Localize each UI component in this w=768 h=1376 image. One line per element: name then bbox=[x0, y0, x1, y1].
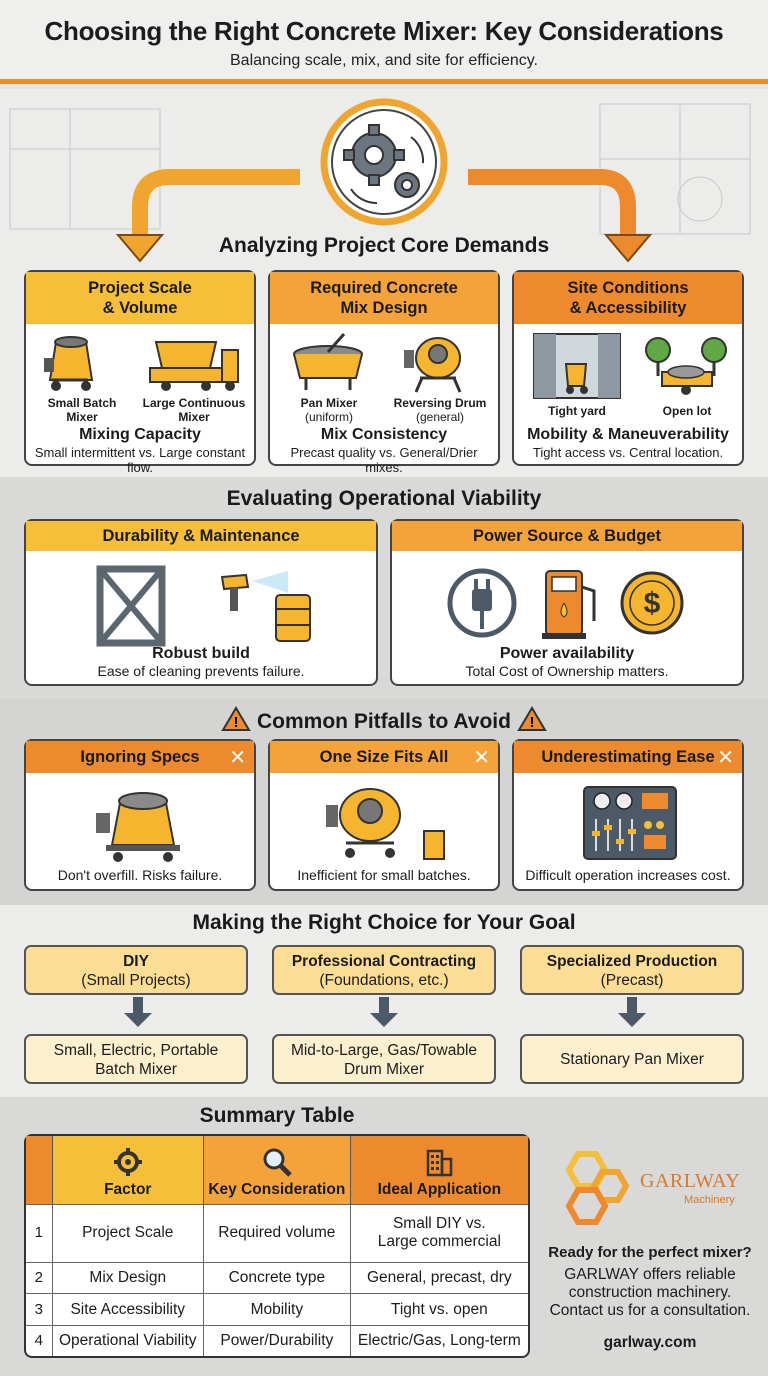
card-header bbox=[26, 272, 254, 324]
summary-table bbox=[24, 1134, 530, 1358]
card-detail: Total Cost of Ownership matters. bbox=[465, 663, 669, 679]
recommendation-line: Small, Electric, Portable bbox=[53, 1042, 219, 1059]
recommendation-specialized bbox=[520, 1034, 744, 1084]
card-header: Durability & Maintenance bbox=[26, 521, 376, 551]
cta-title: Ready for the perfect mixer? bbox=[548, 1244, 752, 1261]
card-title-line: Required Concrete bbox=[310, 279, 458, 297]
card-ignoring-specs bbox=[24, 739, 256, 891]
warning-icon bbox=[517, 706, 547, 732]
header-label: Ideal Application bbox=[377, 1180, 502, 1198]
close-x-icon: ✕ bbox=[717, 747, 734, 769]
open-lot-icon bbox=[646, 338, 726, 395]
card-title-line: Mix Design bbox=[340, 299, 428, 317]
card-caption: Robust build bbox=[152, 645, 250, 662]
card-detail: Inefficient for small batches. bbox=[297, 867, 471, 883]
card-caption: Mix Consistency bbox=[320, 426, 448, 443]
building-icon bbox=[424, 1147, 454, 1177]
goal-subtitle: (Small Projects) bbox=[81, 972, 191, 989]
cta-line: construction machinery. bbox=[568, 1284, 732, 1301]
row-key: Required volume bbox=[204, 1204, 351, 1262]
pan-mixer-label bbox=[284, 396, 374, 424]
goal-title: Specialized Production bbox=[546, 953, 718, 970]
card-underestimating-ease bbox=[512, 739, 744, 891]
card-title-line: & Accessibility bbox=[569, 299, 687, 317]
summary-title: Summary Table bbox=[199, 1104, 355, 1127]
large-mixer-icon bbox=[150, 342, 238, 391]
section-title-core-demands: Analyzing Project Core Demands bbox=[218, 234, 550, 257]
mixer-illustrations bbox=[26, 328, 258, 398]
fuel-pump-icon bbox=[542, 571, 594, 639]
reversing-drum-icon bbox=[404, 338, 460, 392]
overfilled-mixer-icon bbox=[26, 779, 258, 869]
table-row bbox=[26, 1294, 528, 1325]
card-detail: Precast quality vs. General/Drier mixes. bbox=[290, 445, 478, 475]
svg-text:!: ! bbox=[529, 714, 535, 731]
table-header-row bbox=[26, 1136, 528, 1204]
card-detail: Ease of cleaning prevents failure. bbox=[97, 663, 305, 679]
goal-title: Professional Contracting bbox=[291, 953, 477, 970]
row-number: 3 bbox=[26, 1294, 52, 1325]
label-line: (uniform) bbox=[304, 410, 353, 424]
power-illustrations bbox=[392, 557, 746, 647]
hexagon-logo-icon bbox=[556, 1150, 626, 1230]
open-lot-label: Open lot bbox=[662, 404, 712, 418]
application-line: Small DIY vs. bbox=[392, 1215, 486, 1233]
row-factor: Operational Viability bbox=[52, 1325, 204, 1356]
goal-professional bbox=[272, 945, 496, 995]
card-header: One Size Fits All bbox=[270, 741, 498, 773]
durability-illustrations bbox=[26, 557, 380, 647]
website-link[interactable]: garlway.com bbox=[603, 1334, 697, 1351]
header-label: Factor bbox=[104, 1180, 152, 1198]
card-header: Underestimating Ease bbox=[514, 741, 742, 773]
label-line: Mixer bbox=[66, 410, 98, 424]
svg-text:$: $ bbox=[643, 587, 661, 620]
recommendation-line: Stationary Pan Mixer bbox=[560, 1051, 704, 1068]
pan-mixer-icon bbox=[294, 334, 362, 390]
dollar-coin-icon bbox=[622, 573, 682, 633]
gears-icon bbox=[319, 97, 449, 227]
header-label: Key Consideration bbox=[208, 1180, 346, 1198]
header bbox=[0, 0, 768, 84]
goal-diy bbox=[24, 945, 248, 995]
card-detail: Don't overfill. Risks failure. bbox=[57, 867, 223, 883]
close-x-icon: ✕ bbox=[473, 747, 490, 769]
row-key: Mobility bbox=[204, 1294, 351, 1325]
recommendation-line: Batch Mixer bbox=[95, 1061, 177, 1078]
mixer-illustrations bbox=[270, 328, 502, 398]
card-caption: Mobility & Maneuverability bbox=[527, 426, 729, 443]
recommendation-line: Drum Mixer bbox=[343, 1061, 425, 1078]
table-header-num bbox=[26, 1136, 52, 1204]
label-line: Pan Mixer bbox=[300, 396, 358, 410]
card-detail: Small intermittent vs. Large constant flow. bbox=[34, 445, 246, 475]
small-batch-label bbox=[40, 396, 124, 424]
table-row bbox=[26, 1262, 528, 1293]
cta-line: Contact us for a consultation. bbox=[549, 1302, 751, 1319]
card-title-line: & Volume bbox=[102, 299, 178, 317]
card-caption: Power availability bbox=[499, 645, 635, 662]
card-header: Ignoring Specs bbox=[26, 741, 254, 773]
tight-yard-label: Tight yard bbox=[548, 404, 606, 418]
table-header-factor bbox=[52, 1136, 204, 1204]
row-application: Electric/Gas, Long-term bbox=[350, 1325, 528, 1356]
table-header-application bbox=[350, 1136, 528, 1204]
table-header-key bbox=[204, 1136, 351, 1204]
close-x-icon: ✕ bbox=[229, 747, 246, 769]
recommendation-line: Mid-to-Large, Gas/Towable bbox=[290, 1042, 478, 1059]
label-line: Reversing Drum bbox=[393, 396, 487, 410]
gear-icon bbox=[113, 1147, 143, 1177]
card-power-budget bbox=[390, 519, 744, 686]
section-title-operational: Evaluating Operational Viability bbox=[226, 487, 542, 510]
card-detail: Difficult operation increases cost. bbox=[525, 867, 731, 883]
plug-icon bbox=[450, 571, 514, 635]
small-mixer-icon bbox=[44, 337, 92, 391]
goal-subtitle: (Precast) bbox=[600, 972, 664, 989]
section-title-choice: Making the Right Choice for Your Goal bbox=[192, 911, 576, 934]
goal-title: DIY bbox=[123, 953, 149, 970]
card-mix-design bbox=[268, 270, 500, 475]
brand-tagline: Machinery bbox=[684, 1194, 735, 1206]
row-number: 4 bbox=[26, 1325, 52, 1356]
label-line: Large Continuous bbox=[142, 396, 246, 410]
card-site-conditions bbox=[512, 270, 744, 466]
page-subtitle: Balancing scale, mix, and site for efficiency. bbox=[230, 52, 538, 69]
card-caption: Mixing Capacity bbox=[79, 426, 201, 443]
application-line: Large commercial bbox=[377, 1233, 501, 1251]
label-line: Small Batch bbox=[47, 396, 117, 410]
row-key: Concrete type bbox=[204, 1262, 351, 1293]
card-title-line: Project Scale bbox=[88, 279, 192, 297]
cta-line: GARLWAY offers reliable bbox=[564, 1266, 736, 1283]
site-illustrations bbox=[514, 330, 746, 400]
row-key: Power/Durability bbox=[204, 1325, 351, 1356]
row-application: General, precast, dry bbox=[350, 1262, 528, 1293]
steel-frame-icon bbox=[100, 569, 162, 643]
large-continuous-label bbox=[134, 396, 254, 424]
section-title-pitfalls bbox=[0, 706, 768, 734]
warning-icon bbox=[221, 706, 251, 732]
card-detail: Tight access vs. Central location. bbox=[532, 445, 724, 460]
label-line: (general) bbox=[415, 410, 465, 424]
card-header bbox=[270, 272, 498, 324]
row-number: 2 bbox=[26, 1262, 52, 1293]
section-title-text: Common Pitfalls to Avoid bbox=[257, 710, 511, 733]
magnifier-icon bbox=[262, 1147, 292, 1177]
card-durability bbox=[24, 519, 378, 686]
card-project-scale bbox=[24, 270, 256, 475]
large-drum-small-bucket-icon bbox=[270, 779, 502, 869]
label-line: Mixer bbox=[178, 410, 210, 424]
card-header bbox=[514, 272, 742, 324]
down-arrows bbox=[0, 995, 768, 1031]
row-factor: Mix Design bbox=[52, 1262, 204, 1293]
row-factor: Project Scale bbox=[52, 1204, 204, 1262]
row-application bbox=[350, 1204, 528, 1262]
card-header: Power Source & Budget bbox=[392, 521, 742, 551]
row-factor: Site Accessibility bbox=[52, 1294, 204, 1325]
tight-yard-icon bbox=[534, 334, 620, 398]
reversing-drum-label bbox=[386, 396, 494, 424]
spray-gun-icon bbox=[222, 571, 310, 641]
brand-logo bbox=[556, 1150, 746, 1230]
recommendation-diy bbox=[24, 1034, 248, 1084]
card-title-line: Site Conditions bbox=[567, 279, 689, 297]
brand-name: GARLWAY bbox=[640, 1170, 741, 1192]
card-one-size bbox=[268, 739, 500, 891]
goal-subtitle: (Foundations, etc.) bbox=[319, 972, 449, 989]
page-title: Choosing the Right Concrete Mixer: Key Considerations bbox=[44, 16, 724, 46]
control-panel-icon bbox=[514, 779, 746, 869]
svg-text:!: ! bbox=[233, 714, 239, 731]
recommendation-professional bbox=[272, 1034, 496, 1084]
table-row bbox=[26, 1204, 528, 1262]
row-application: Tight vs. open bbox=[350, 1294, 528, 1325]
table-row bbox=[26, 1325, 528, 1356]
row-number: 1 bbox=[26, 1204, 52, 1262]
goal-specialized bbox=[520, 945, 744, 995]
cta-body bbox=[540, 1266, 760, 1320]
